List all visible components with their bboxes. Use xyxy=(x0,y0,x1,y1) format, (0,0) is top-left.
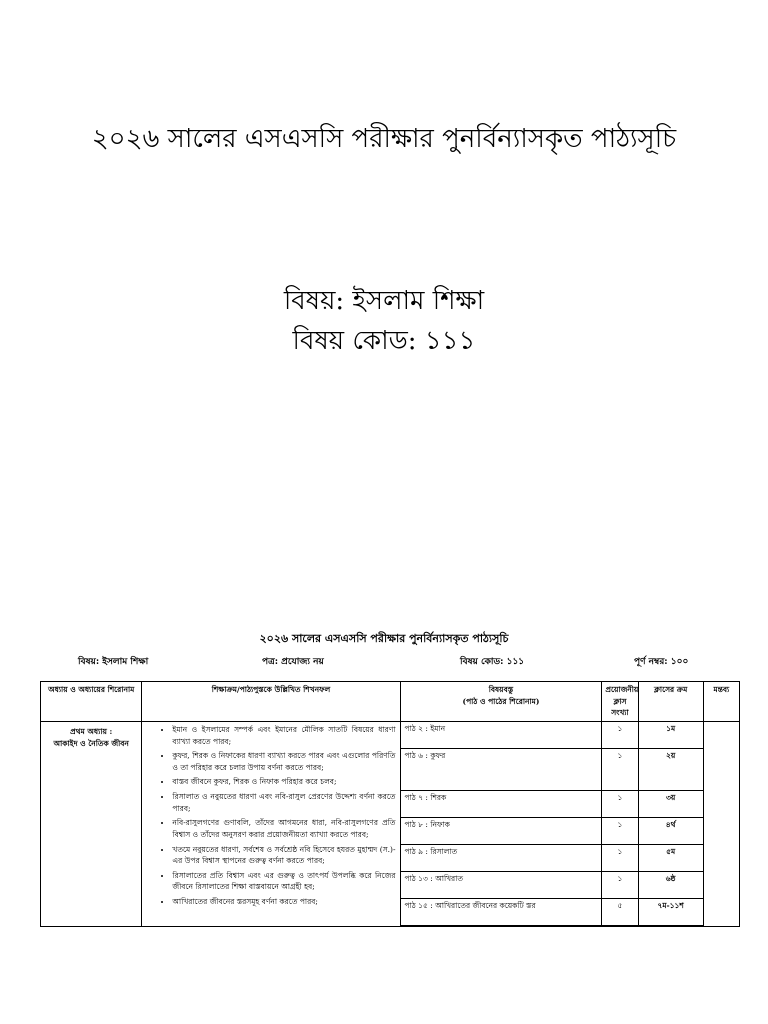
class-count: ১ xyxy=(602,872,637,899)
meta-paper: পত্র: প্রযোজ্য নয় xyxy=(262,657,324,667)
class-order: ৭ম-১১শ xyxy=(639,899,703,926)
cover-subject-code: বিষয় কোড: ১১১ xyxy=(292,326,476,356)
outcomes-list xyxy=(142,724,395,908)
outcome-item: • ইমান ও ইসলামের সম্পর্ক এবং ইমানের মৌলিক সাতটি বিষয়ের ধারণা ব্যাখ্যা করতে পারব; xyxy=(172,724,395,747)
outcomes-cell xyxy=(142,721,400,926)
outcome-item: • কুফর, শিরক ও নিফাকের ধারণা ব্যাখ্যা করতে পারব এবং এগুলোর পরিণতি ও তা পরিহার করে চলার উপায় বর্ণনা করতে পারব; xyxy=(172,750,395,773)
meta-subject: বিষয়: ইসলাম শিক্ষা xyxy=(78,657,149,667)
class-order: ৫ম xyxy=(639,845,703,872)
lesson-item: পাঠ ৯ : রিসালাত xyxy=(401,845,602,872)
outcome-item: • খতমে নবুয়তের ধারণা, সর্বশেষ ও সর্বশ্রেষ্ঠ নবি হিসেবে হযরত মুহাম্মদ (স.)-এর উপর বিশ্বাস স্থাপনের গুরুত্ব বর্ণনা করতে পারব; xyxy=(172,844,395,867)
class-order: ৪র্থ xyxy=(639,818,703,845)
class-order: ১ম xyxy=(639,722,703,749)
cover-subject: বিষয়: ইসলাম শিক্ষা xyxy=(283,286,485,316)
class-order: ২য় xyxy=(639,749,703,791)
classes-cell xyxy=(602,721,638,926)
class-count: ১ xyxy=(602,722,637,749)
lesson-item: পাঠ ৬ : কুফর xyxy=(401,749,602,791)
table-row xyxy=(41,721,740,926)
lesson-item: পাঠ ৭ : শিরক xyxy=(401,791,602,818)
chapter-number: প্রথম অধ্যায় : xyxy=(70,726,113,736)
lesson-item: পাঠ ২ : ইমান xyxy=(401,722,602,749)
class-count: ১ xyxy=(602,845,637,872)
header-content-subtitle: (পাঠ ও পাঠের শিরোনাম) xyxy=(462,696,540,706)
lesson-item: পাঠ ১৫ : আখিরাতের জীবনের কয়েকটি স্তর xyxy=(401,899,602,926)
header-classes: প্রয়োজনীয় ক্লাস সংখ্যা xyxy=(602,682,638,722)
outcome-item: • রিসালাত ও নবুয়তের ধারণা এবং নবি-রাসুল প্রেরণের উদ্দেশ্য বর্ণনা করতে পারব; xyxy=(172,791,395,814)
class-order: ৩য় xyxy=(639,791,703,818)
outcome-item: • বাস্তব জীবনে কুফর, শিরক ও নিফাক পরিহার করে চলব; xyxy=(172,776,395,788)
class-count: ১ xyxy=(602,791,637,818)
syllabus-table xyxy=(40,681,740,927)
header-remarks: মন্তব্য xyxy=(703,682,739,722)
remarks-cell xyxy=(703,721,739,926)
outcome-item: • আখিরাতের জীবনের স্তরসমূহ বর্ণনা করতে পারব; xyxy=(172,896,395,908)
table-header-row xyxy=(41,682,740,722)
lessons-cell xyxy=(400,721,602,926)
cover-title: ২০২৬ সালের এসএসসি পরীক্ষার পুনর্বিন্যাসকৃত পাঠ্যসূচি xyxy=(91,124,677,154)
header-content-title: বিষয়বস্তু xyxy=(488,685,514,694)
chapter-name: আকাইদ ও নৈতিক জীবন xyxy=(53,738,129,748)
header-outcomes: শিক্ষাক্রম/পাঠ্যপুস্তকে উল্লিখিত শিখনফল xyxy=(142,682,400,722)
chapter-cell xyxy=(41,721,142,926)
class-count: ৫ xyxy=(602,899,637,926)
syllabus-title: ২০২৬ সালের এসএসসি পরীক্ষার পুনর্বিন্যাসকৃত পাঠ্যসূচি xyxy=(259,632,509,645)
class-count: ১ xyxy=(602,749,637,791)
header-chapter: অধ্যায় ও অধ্যায়ের শিরোনাম xyxy=(41,682,142,722)
outcome-item: • নবি-রাসুলগণের গুণাবলি, তাঁদের আগমনের ধারা, নবি-রাসুলগণের প্রতি বিশ্বাস ও তাঁদের অনুসরণ করার প্রয়োজনীয়তা ব্যাখ্যা করতে পারব; xyxy=(172,817,395,840)
order-cell xyxy=(638,721,703,926)
class-order: ৬ষ্ঠ xyxy=(639,872,703,899)
class-count: ১ xyxy=(602,818,637,845)
header-content xyxy=(400,682,602,722)
lesson-item: পাঠ ৮ : নিফাক xyxy=(401,818,602,845)
meta-code: বিষয় কোড: ১১১ xyxy=(460,657,525,667)
lesson-item: পাঠ ১৩ : আখিরাত xyxy=(401,872,602,899)
outcome-item: • রিসালাতের প্রতি বিশ্বাস এবং এর গুরুত্ব ও তাৎপর্য উপলব্ধি করে নিজের জীবনে রিসালাতের শিক্ষা বাস্তবায়নে আগ্রহী হব; xyxy=(172,870,395,893)
meta-full-marks: পূর্ণ নম্বর: ১০০ xyxy=(634,657,689,667)
header-order: ক্লাসের ক্রম xyxy=(638,682,703,722)
